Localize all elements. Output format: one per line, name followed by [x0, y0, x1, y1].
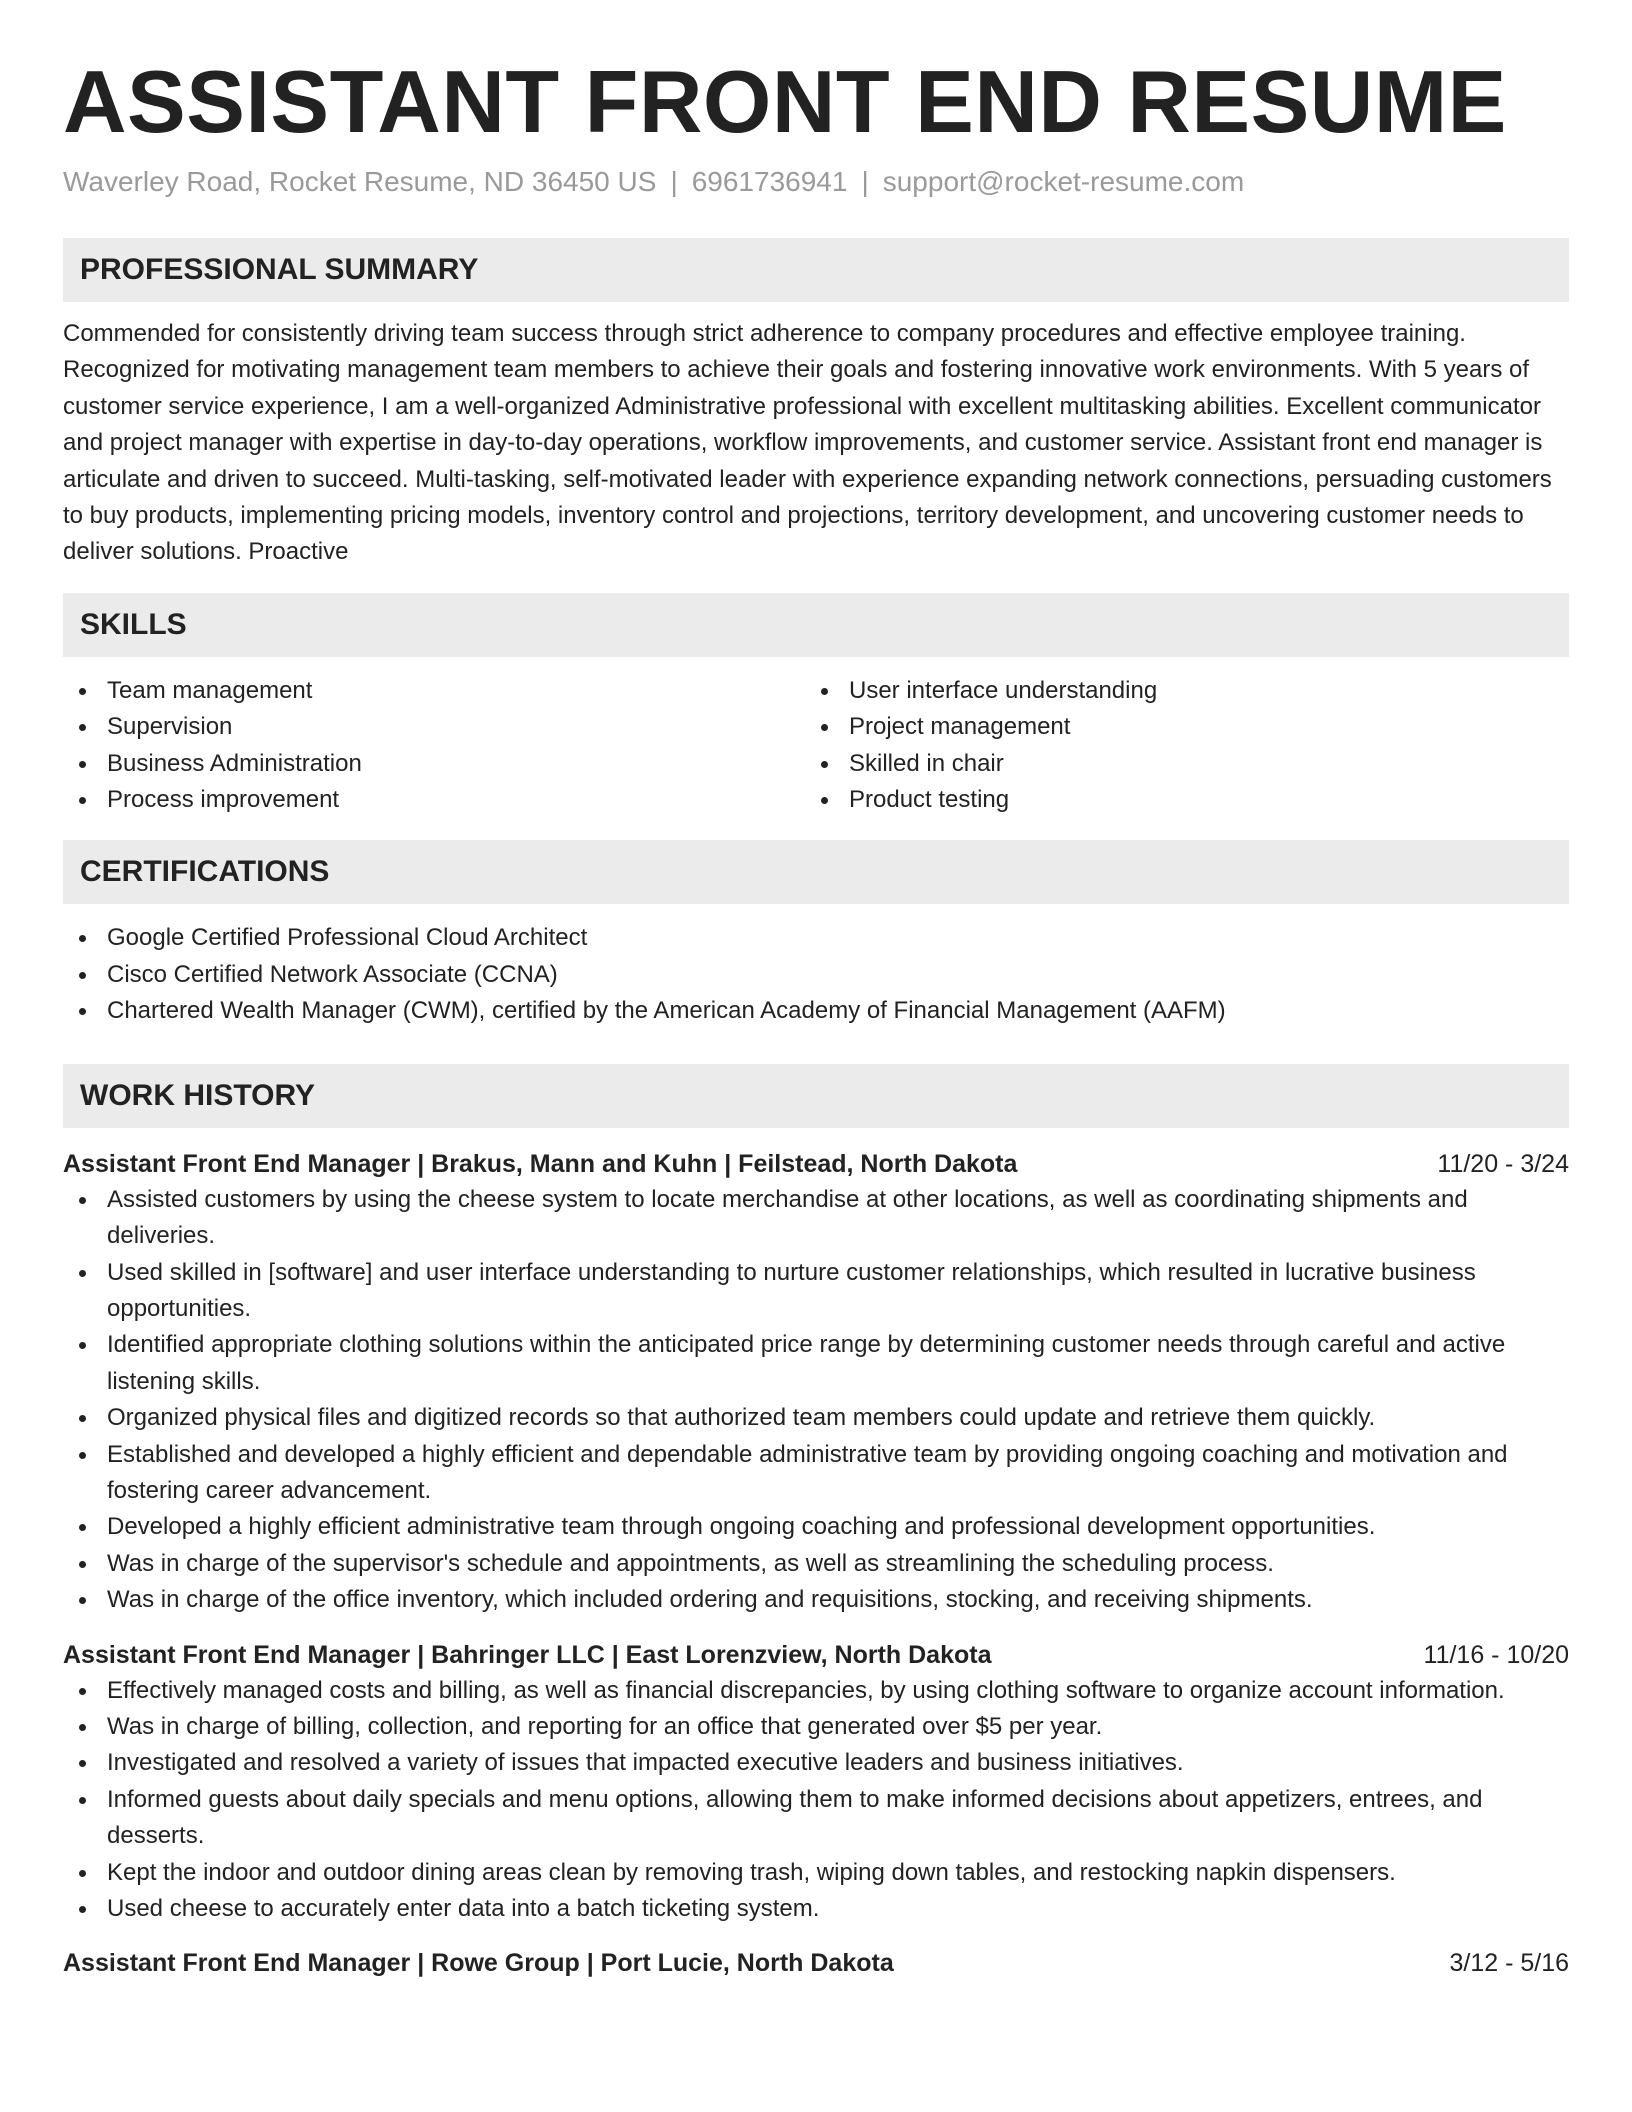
- job-entry: [63, 1945, 1569, 1981]
- summary-section: [63, 238, 1569, 571]
- job-title: Assistant Front End Manager | Rowe Group | Port Lucie, North Dakota: [63, 1949, 894, 1978]
- certification-item: Google Certified Professional Cloud Architect: [63, 920, 1569, 956]
- job-bullet: Developed a highly efficient administrative team through ongoing coaching and professional development opportunities.: [63, 1509, 1569, 1545]
- contact-line: [63, 164, 1569, 200]
- job-header: [63, 1146, 1569, 1182]
- work-history-heading: WORK HISTORY: [63, 1064, 1569, 1128]
- job-bullet: Was in charge of the supervisor's schedule and appointments, as well as streamlining the scheduling process.: [63, 1546, 1569, 1582]
- summary-heading: PROFESSIONAL SUMMARY: [63, 238, 1569, 302]
- skills-list-left: [63, 673, 805, 819]
- skills-heading: SKILLS: [63, 593, 1569, 657]
- skills-section: [63, 593, 1569, 819]
- resume-title: ASSISTANT FRONT END RESUME: [63, 52, 1507, 151]
- job-header: [63, 1637, 1569, 1673]
- job-bullet: Used cheese to accurately enter data into a batch ticketing system.: [63, 1891, 1569, 1927]
- certification-item: Chartered Wealth Manager (CWM), certified by the American Academy of Financial Management (AAFM): [63, 993, 1569, 1029]
- job-entry: [63, 1146, 1569, 1619]
- skill-item: Skilled in chair: [805, 746, 1547, 782]
- skills-list-right: [805, 673, 1547, 819]
- job-bullet: Was in charge of the office inventory, which included ordering and requisitions, stocking, and receiving shipments.: [63, 1582, 1569, 1618]
- job-bullets: [63, 1673, 1569, 1928]
- job-header: [63, 1945, 1569, 1981]
- contact-address: Waverley Road, Rocket Resume, ND 36450 US: [63, 166, 657, 197]
- skill-item: Business Administration: [63, 746, 805, 782]
- skill-item: User interface understanding: [805, 673, 1547, 709]
- job-entry: [63, 1637, 1569, 1928]
- skill-item: Team management: [63, 673, 805, 709]
- work-history-section: [63, 1064, 1569, 1982]
- job-title: Assistant Front End Manager | Brakus, Mann and Kuhn | Feilstead, North Dakota: [63, 1149, 1018, 1178]
- contact-separator: |: [861, 166, 869, 197]
- job-dates: 11/16 - 10/20: [1423, 1640, 1569, 1669]
- job-bullet: Assisted customers by using the cheese system to locate merchandise at other locations, as well as coordinating shipments and deliveries.: [63, 1182, 1569, 1255]
- job-bullet: Investigated and resolved a variety of issues that impacted executive leaders and business initiatives.: [63, 1745, 1569, 1781]
- job-dates: 11/20 - 3/24: [1437, 1149, 1569, 1178]
- skill-item: Project management: [805, 709, 1547, 745]
- skills-grid: [63, 673, 1569, 819]
- skill-item: Supervision: [63, 709, 805, 745]
- contact-phone: 6961736941: [691, 166, 848, 197]
- summary-text: Commended for consistently driving team success through strict adherence to company procedures and effective employee training. Recognized for motivating management team members to achieve their goals and fostering innovative work environments. With 5 years of customer service experience, I am a well-organized Administrative professional with excellent multitasking abilities. Excellent communicator and project manager with expertise in day-to-day operations, workflow improvements, and customer service. Assistant front end manager is articulate and driven to succeed. Multi-tasking, self-motivated leader with experience expanding network connections, persuading customers to buy products, implementing pricing models, inventory control and projections, territory development, and uncovering customer needs to deliver solutions. Proactive: [63, 320, 1552, 566]
- certifications-heading: CERTIFICATIONS: [63, 840, 1569, 904]
- job-title: Assistant Front End Manager | Bahringer LLC | East Lorenzview, North Dakota: [63, 1640, 992, 1669]
- job-bullets: [63, 1182, 1569, 1619]
- job-bullet: Informed guests about daily specials and menu options, allowing them to make informed decisions about appetizers, entrees, and desserts.: [63, 1782, 1569, 1855]
- contact-separator: |: [670, 166, 678, 197]
- job-bullet: Used skilled in [software] and user interface understanding to nurture customer relationships, which resulted in lucrative business opportunities.: [63, 1255, 1569, 1328]
- job-bullet: Kept the indoor and outdoor dining areas clean by removing trash, wiping down tables, and restocking napkin dispensers.: [63, 1855, 1569, 1891]
- certifications-list: [63, 920, 1569, 1029]
- job-bullet: Organized physical files and digitized records so that authorized team members could update and retrieve them quickly.: [63, 1400, 1569, 1436]
- certifications-section: [63, 840, 1569, 1029]
- certification-item: Cisco Certified Network Associate (CCNA): [63, 957, 1569, 993]
- skill-item: Product testing: [805, 782, 1547, 818]
- contact-email[interactable]: support@rocket-resume.com: [882, 166, 1245, 197]
- job-bullet: Was in charge of billing, collection, and reporting for an office that generated over $5 per year.: [63, 1709, 1569, 1745]
- job-bullet: Effectively managed costs and billing, as well as financial discrepancies, by using clothing software to organize account information.: [63, 1673, 1569, 1709]
- job-bullet: Established and developed a highly efficient and dependable administrative team by providing ongoing coaching and motivation and fostering career advancement.: [63, 1437, 1569, 1510]
- job-bullet: Identified appropriate clothing solutions within the anticipated price range by determining customer needs through careful and active listening skills.: [63, 1327, 1569, 1400]
- job-dates: 3/12 - 5/16: [1449, 1949, 1569, 1978]
- skill-item: Process improvement: [63, 782, 805, 818]
